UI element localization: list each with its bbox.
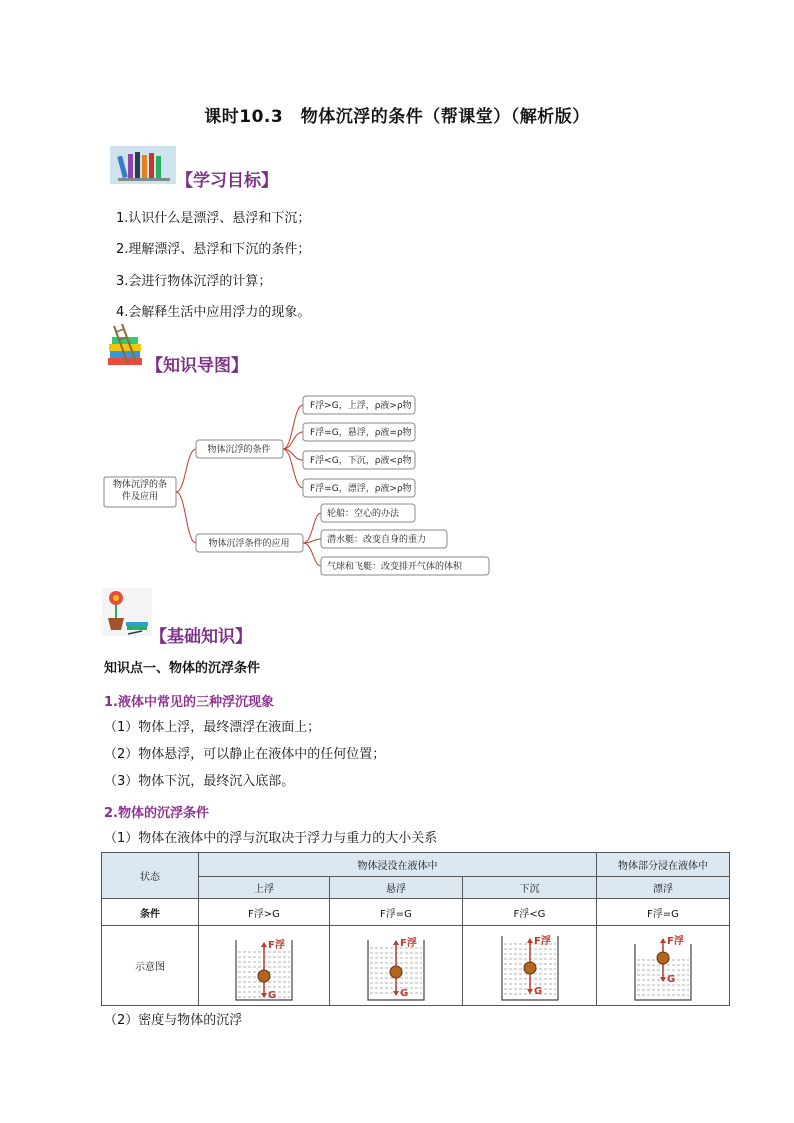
object-ball: [657, 952, 669, 964]
beaker-diagram: [498, 930, 562, 1002]
buoyancy-arrowhead: [660, 938, 666, 943]
subheading: 2.物体的沉浮条件: [104, 806, 209, 821]
table-condition: F浮<G: [463, 899, 597, 926]
section-heading-basics: 【基础知识】: [150, 627, 252, 647]
objective-item: 1.认识什么是漂浮、悬浮和下沉；: [116, 211, 311, 226]
objective-item: 2.理解漂浮、悬浮和下沉的条件；: [116, 242, 311, 257]
mindmap-leaf: F浮>G，上浮，ρ液>ρ物: [310, 401, 412, 411]
force-label-gravity: G: [533, 985, 542, 997]
force-label-buoyancy: F浮: [533, 935, 551, 947]
mindmap-leaf: 潜水艇：改变自身的重力: [327, 535, 427, 545]
table-diagram-label: 示意图: [102, 926, 199, 1006]
section-heading-mindmap: 【知识导图】: [146, 356, 248, 376]
gravity-arrowhead: [261, 993, 267, 998]
force-label-buoyancy: F浮: [400, 937, 417, 949]
table-state: 下沉: [463, 877, 597, 899]
force-label-gravity: G: [667, 973, 676, 985]
paragraph: （1）物体上浮，最终漂浮在液面上；: [104, 720, 321, 735]
force-label-gravity: G: [268, 989, 277, 1001]
object-ball: [390, 966, 402, 978]
buoyancy-arrowhead: [527, 938, 533, 943]
page-title: 课时10.3 物体沉浮的条件（帮课堂）（解析版）: [204, 107, 590, 127]
table-condition-label: 条件: [102, 899, 199, 926]
object-ball: [258, 970, 270, 982]
objective-item: 3.会进行物体沉浮的计算；: [116, 274, 272, 289]
mindmap-leaf: 气球和飞艇：改变排开气体的体积: [327, 562, 463, 572]
beaker-diagram: [232, 930, 296, 1002]
buoyancy-arrowhead: [393, 940, 399, 945]
gravity-arrowhead: [527, 989, 533, 994]
table-header-group: 物体部分浸在液体中: [597, 853, 730, 877]
mindmap-leaf: 轮船：空心的办法: [327, 509, 400, 519]
force-label-gravity: G: [400, 987, 409, 999]
knowledge-point-title: 知识点一、物体的沉浮条件: [104, 661, 261, 676]
flower-pot-books-icon: [102, 588, 152, 640]
mindmap-branch: 物体沉浮的条件: [207, 445, 271, 455]
table-state: 悬浮: [330, 877, 463, 899]
section-heading-objectives: 【学习目标】: [176, 171, 278, 191]
gravity-arrowhead: [660, 977, 666, 982]
table-header-group: 物体浸没在液体中: [199, 853, 597, 877]
table-state: 上浮: [199, 877, 330, 899]
beaker-diagram: [631, 930, 695, 1002]
diagram-sinking: [463, 926, 597, 1006]
paragraph: （1）物体在液体中的浮与沉取决于浮力与重力的大小关系: [104, 831, 438, 846]
table-condition: F浮=G: [597, 899, 730, 926]
paragraph: （2）物体悬浮，可以静止在液体中的任何位置；: [104, 747, 386, 762]
table-header-state: 状态: [102, 853, 199, 899]
objective-item: 4.会解释生活中应用浮力的现象。: [116, 305, 311, 320]
diagram-floating: [597, 926, 730, 1006]
force-label-buoyancy: F浮: [268, 939, 285, 951]
mindmap-leaf: F浮=G，漂浮，ρ液>ρ物: [310, 484, 412, 494]
diagram-suspended: [330, 926, 463, 1006]
table-state: 漂浮: [597, 877, 730, 899]
force-label-buoyancy: F浮: [667, 935, 684, 947]
mindmap-root: 物体沉浮的条件及应用: [112, 480, 167, 502]
mindmap-leaf: F浮=G，悬浮，ρ液=ρ物: [310, 428, 412, 438]
table-condition: F浮>G: [199, 899, 330, 926]
mindmap-leaf: F浮<G，下沉，ρ液<ρ物: [310, 456, 412, 466]
paragraph: （2）密度与物体的沉浮: [104, 1013, 243, 1028]
diagram-rising: [199, 926, 330, 1006]
mindmap-branch: 物体沉浮条件的应用: [208, 539, 290, 549]
subheading: 1.液体中常见的三种浮沉现象: [104, 695, 274, 710]
gravity-arrowhead: [393, 991, 399, 996]
object-ball: [524, 962, 536, 974]
paragraph: （3）物体下沉，最终沉入底部。: [104, 774, 295, 789]
buoyancy-arrowhead: [261, 942, 267, 947]
beaker-diagram: [364, 930, 428, 1002]
table-condition: F浮=G: [330, 899, 463, 926]
condition-table: [101, 852, 730, 1006]
